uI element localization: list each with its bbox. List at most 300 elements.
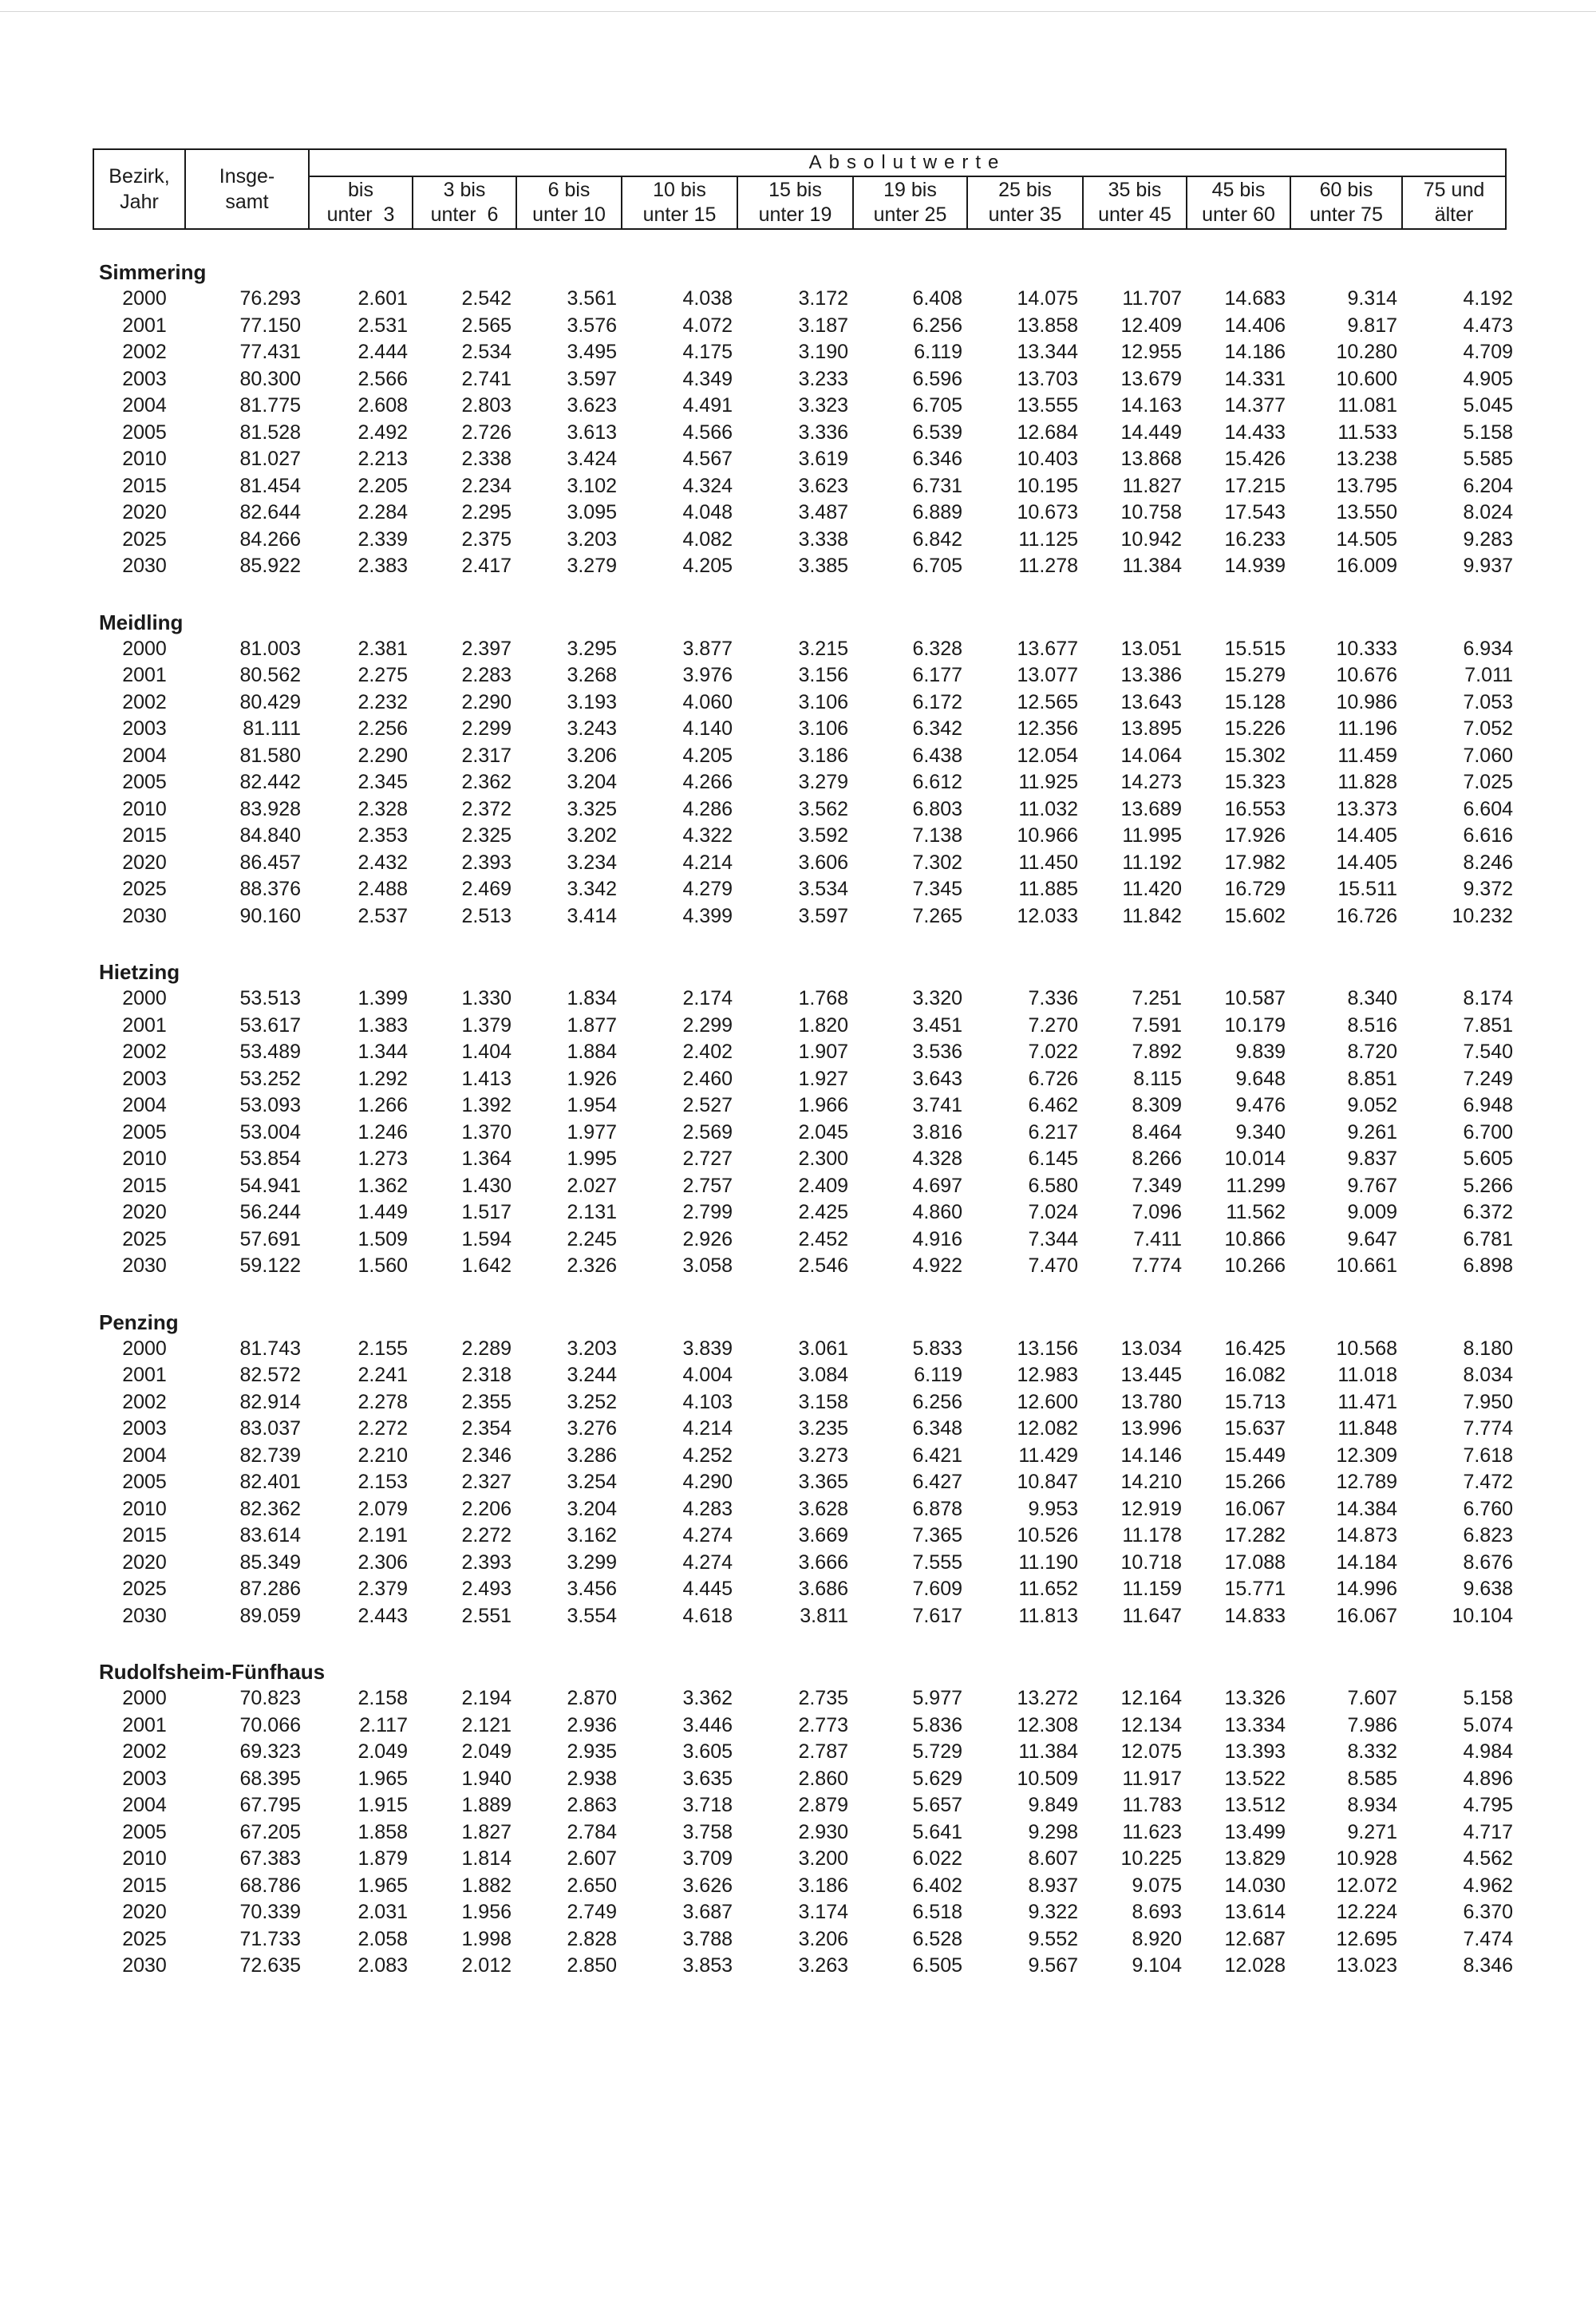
value-cell: 11.159 [1122, 1578, 1182, 1600]
table-row [93, 1469, 1513, 1496]
value-cell: 14.075 [1017, 287, 1078, 310]
total-cell: 83.037 [239, 1417, 301, 1440]
value-cell: 13.034 [1120, 1337, 1182, 1360]
value-cell: 15.713 [1224, 1390, 1286, 1413]
value-cell: 4.860 [912, 1201, 962, 1223]
value-cell: 4.290 [682, 1471, 733, 1493]
value-cell: 14.683 [1224, 287, 1286, 310]
value-cell: 13.550 [1336, 501, 1397, 523]
total-cell: 54.941 [239, 1174, 301, 1197]
district-section [93, 1658, 1513, 1980]
year-cell: 2000 [122, 1337, 167, 1360]
value-cell: 13.795 [1336, 474, 1397, 497]
year-cell: 2005 [122, 771, 167, 793]
value-cell: 12.600 [1017, 1390, 1078, 1413]
district-name: Simmering [99, 260, 207, 284]
value-cell: 1.884 [567, 1041, 617, 1063]
value-cell: 8.180 [1463, 1337, 1513, 1360]
total-cell: 90.160 [239, 904, 301, 927]
value-cell: 10.966 [1017, 824, 1078, 847]
value-cell: 2.757 [682, 1174, 733, 1197]
total-cell: 87.286 [239, 1578, 301, 1600]
table-row [93, 796, 1513, 824]
total-cell: 89.059 [239, 1604, 301, 1627]
table-row [93, 1926, 1513, 1953]
year-cell: 2000 [122, 287, 167, 310]
year-cell: 2003 [122, 1767, 167, 1790]
value-cell: 3.061 [798, 1337, 848, 1360]
value-cell: 3.534 [798, 878, 848, 900]
value-cell: 5.158 [1463, 1687, 1513, 1709]
value-cell: 13.868 [1120, 448, 1182, 470]
value-cell: 10.600 [1336, 367, 1397, 390]
total-cell: 82.401 [239, 1471, 301, 1493]
value-cell: 9.552 [1028, 1927, 1078, 1950]
value-cell: 16.067 [1224, 1497, 1286, 1520]
value-cell: 2.299 [682, 1013, 733, 1037]
table-row [93, 1819, 1513, 1847]
value-cell: 6.119 [914, 1364, 962, 1386]
value-cell: 7.540 [1463, 1041, 1513, 1063]
value-cell: 1.814 [461, 1847, 512, 1870]
year-cell: 2003 [122, 367, 167, 390]
value-cell: 13.703 [1017, 367, 1078, 390]
value-cell: 6.616 [1463, 824, 1513, 847]
total-cell: 69.323 [239, 1740, 301, 1763]
district-section [93, 1309, 1513, 1630]
value-cell: 3.204 [567, 1497, 617, 1520]
value-cell: 12.164 [1120, 1687, 1182, 1709]
value-cell: 6.145 [1028, 1148, 1078, 1170]
value-cell: 3.323 [798, 394, 848, 417]
table-body [93, 259, 1513, 1980]
value-cell: 8.340 [1347, 987, 1397, 1009]
value-cell: 2.546 [798, 1254, 848, 1277]
value-cell: 7.472 [1463, 1471, 1513, 1493]
value-cell: 4.103 [682, 1390, 733, 1413]
header-age-line2: unter 15 [642, 203, 717, 226]
value-cell: 3.853 [682, 1954, 733, 1977]
value-cell: 2.383 [358, 555, 408, 577]
value-cell: 11.384 [1122, 555, 1182, 577]
value-cell: 2.206 [461, 1497, 512, 1520]
value-cell: 9.298 [1028, 1820, 1078, 1843]
value-cell: 3.279 [798, 771, 848, 793]
value-cell: 10.232 [1452, 904, 1513, 927]
value-cell: 10.403 [1017, 448, 1078, 470]
value-cell: 3.446 [682, 1713, 733, 1736]
value-cell: 2.432 [358, 851, 408, 874]
value-cell: 4.445 [682, 1578, 733, 1600]
value-cell: 1.915 [358, 1794, 408, 1816]
value-cell: 4.697 [912, 1174, 962, 1197]
value-cell: 1.827 [461, 1820, 512, 1843]
value-cell: 8.246 [1463, 851, 1513, 874]
value-cell: 2.488 [358, 878, 408, 900]
value-cell: 7.617 [912, 1604, 962, 1627]
total-cell: 81.580 [239, 744, 301, 767]
value-cell: 11.652 [1018, 1578, 1078, 1600]
header-age-line1: 45 bis [1211, 179, 1266, 201]
population-table [93, 148, 1513, 1980]
value-cell: 2.117 [359, 1713, 408, 1736]
value-cell: 2.425 [798, 1201, 848, 1223]
total-cell: 70.066 [239, 1713, 301, 1736]
year-cell: 2001 [122, 1713, 167, 1736]
value-cell: 8.266 [1132, 1148, 1182, 1170]
total-cell: 68.395 [239, 1767, 301, 1790]
value-cell: 8.516 [1347, 1013, 1397, 1037]
value-cell: 5.977 [912, 1687, 962, 1709]
value-cell: 6.842 [912, 527, 962, 551]
table-row [93, 1712, 1513, 1740]
year-cell: 2005 [122, 421, 167, 444]
value-cell: 6.348 [912, 1417, 962, 1440]
value-cell: 6.177 [912, 664, 962, 686]
value-cell: 10.509 [1017, 1767, 1078, 1790]
value-cell: 10.928 [1336, 1847, 1397, 1870]
value-cell: 1.273 [358, 1148, 408, 1170]
value-cell: 6.427 [912, 1471, 962, 1493]
value-cell: 1.820 [798, 1013, 848, 1037]
value-cell: 3.158 [798, 1390, 848, 1413]
year-cell: 2000 [122, 987, 167, 1009]
value-cell: 3.385 [798, 555, 848, 577]
value-cell: 3.172 [798, 287, 848, 310]
value-cell: 10.266 [1224, 1254, 1286, 1277]
value-cell: 1.362 [358, 1174, 408, 1197]
total-cell: 82.572 [239, 1364, 301, 1386]
value-cell: 7.411 [1133, 1227, 1182, 1250]
table-row [93, 769, 1513, 796]
year-cell: 2005 [122, 1120, 167, 1144]
value-cell: 6.438 [912, 744, 962, 767]
value-cell: 7.349 [1132, 1174, 1182, 1197]
header-age-line1: 35 bis [1108, 179, 1162, 201]
value-cell: 12.054 [1017, 744, 1078, 767]
value-cell: 3.643 [912, 1067, 962, 1090]
value-cell: 13.689 [1120, 797, 1182, 820]
value-cell: 4.274 [682, 1550, 733, 1574]
value-cell: 14.030 [1224, 1874, 1286, 1897]
year-cell: 2020 [122, 1550, 167, 1574]
value-cell: 1.392 [461, 1094, 512, 1116]
value-cell: 3.202 [567, 824, 617, 847]
value-cell: 3.235 [798, 1417, 848, 1440]
value-cell: 10.014 [1224, 1148, 1286, 1170]
value-cell: 6.346 [912, 448, 962, 470]
value-cell: 12.983 [1017, 1364, 1078, 1386]
value-cell: 2.409 [798, 1174, 848, 1197]
value-cell: 2.735 [798, 1687, 848, 1709]
value-cell: 2.213 [358, 448, 408, 470]
value-cell: 17.215 [1224, 474, 1286, 497]
header-age-line1: 6 bis [547, 179, 591, 201]
value-cell: 16.729 [1224, 878, 1286, 900]
value-cell: 2.879 [798, 1794, 848, 1816]
header-age-group [1402, 176, 1506, 229]
value-cell: 10.225 [1120, 1847, 1182, 1870]
value-cell: 2.531 [358, 314, 408, 337]
value-cell: 2.326 [567, 1254, 617, 1277]
total-cell: 85.349 [239, 1550, 301, 1574]
table-row [93, 366, 1513, 393]
value-cell: 4.562 [1463, 1847, 1513, 1870]
header-age-group [413, 176, 516, 229]
value-cell: 10.179 [1224, 1013, 1286, 1037]
total-cell: 82.442 [239, 771, 301, 793]
value-cell: 11.827 [1122, 474, 1182, 497]
year-cell: 2030 [122, 1604, 167, 1627]
value-cell: 3.669 [798, 1524, 848, 1547]
total-cell: 81.743 [239, 1337, 301, 1360]
value-cell: 12.684 [1017, 421, 1078, 444]
value-cell: 15.323 [1224, 771, 1286, 793]
district-section [93, 609, 1513, 930]
value-cell: 7.986 [1347, 1713, 1397, 1736]
table-row [93, 1685, 1513, 1712]
value-cell: 2.493 [461, 1578, 512, 1600]
value-cell: 2.317 [461, 744, 512, 767]
value-cell: 5.836 [912, 1713, 962, 1736]
total-cell: 70.339 [239, 1901, 301, 1923]
table-row [93, 1389, 1513, 1416]
value-cell: 6.596 [912, 367, 962, 390]
year-cell: 2030 [122, 555, 167, 577]
header-age-group [309, 176, 413, 229]
year-cell: 2015 [122, 824, 167, 847]
value-cell: 2.027 [567, 1174, 617, 1197]
value-cell: 15.515 [1224, 637, 1286, 660]
value-cell: 7.607 [1347, 1687, 1397, 1709]
total-cell: 53.513 [239, 987, 301, 1009]
year-cell: 2004 [122, 394, 167, 417]
value-cell: 14.939 [1224, 555, 1286, 577]
total-cell: 72.635 [239, 1954, 301, 1977]
value-cell: 13.344 [1017, 341, 1078, 363]
value-cell: 7.270 [1028, 1013, 1078, 1037]
value-cell: 2.601 [358, 287, 408, 310]
value-cell: 1.404 [461, 1041, 512, 1063]
table-row [93, 473, 1513, 500]
value-cell: 10.847 [1017, 1471, 1078, 1493]
value-cell: 2.155 [358, 1337, 408, 1360]
value-cell: 1.266 [358, 1094, 408, 1116]
value-cell: 4.922 [912, 1254, 962, 1277]
value-cell: 11.420 [1122, 878, 1182, 900]
value-cell: 7.251 [1132, 987, 1182, 1009]
value-cell: 6.604 [1463, 797, 1513, 820]
total-cell: 81.454 [239, 474, 301, 497]
value-cell: 3.200 [798, 1847, 848, 1870]
value-cell: 2.245 [567, 1227, 617, 1250]
value-cell: 4.279 [682, 878, 733, 900]
year-cell: 2030 [122, 1254, 167, 1277]
value-cell: 17.088 [1224, 1550, 1286, 1574]
value-cell: 3.268 [567, 664, 617, 686]
table-row [93, 393, 1513, 420]
total-cell: 77.431 [239, 341, 301, 363]
value-cell: 8.346 [1463, 1954, 1513, 1977]
value-cell: 11.459 [1337, 744, 1397, 767]
value-cell: 9.261 [1347, 1120, 1397, 1144]
value-cell: 2.327 [461, 1471, 512, 1493]
value-cell: 3.758 [682, 1820, 733, 1843]
table-row [93, 1066, 1513, 1093]
header-age-group [1083, 176, 1187, 229]
value-cell: 2.828 [567, 1927, 617, 1950]
value-cell: 2.926 [682, 1227, 733, 1250]
value-cell: 16.553 [1224, 797, 1286, 820]
value-cell: 11.018 [1337, 1364, 1397, 1386]
value-cell: 3.741 [912, 1094, 962, 1116]
value-cell: 11.081 [1337, 394, 1397, 417]
table-row [93, 1496, 1513, 1523]
header-total [185, 149, 309, 229]
value-cell: 2.272 [358, 1417, 408, 1440]
value-cell: 7.851 [1463, 1013, 1513, 1037]
value-cell: 14.186 [1224, 341, 1286, 363]
value-cell: 2.860 [798, 1767, 848, 1790]
value-cell: 3.362 [682, 1687, 733, 1709]
total-cell: 53.489 [239, 1041, 301, 1063]
value-cell: 1.977 [567, 1120, 617, 1144]
value-cell: 2.513 [461, 904, 512, 927]
value-cell: 13.614 [1224, 1901, 1286, 1923]
value-cell: 16.082 [1224, 1364, 1286, 1386]
value-cell: 6.421 [912, 1444, 962, 1467]
value-cell: 11.995 [1122, 824, 1182, 847]
value-cell: 3.263 [798, 1954, 848, 1977]
value-cell: 11.562 [1226, 1201, 1286, 1223]
value-cell: 12.028 [1224, 1954, 1286, 1977]
value-cell: 3.365 [798, 1471, 848, 1493]
value-cell: 7.618 [1463, 1444, 1513, 1467]
total-cell: 57.691 [239, 1227, 301, 1250]
table-row [93, 1792, 1513, 1819]
value-cell: 1.858 [358, 1820, 408, 1843]
value-cell: 5.585 [1463, 448, 1513, 470]
value-cell: 12.075 [1120, 1740, 1182, 1763]
value-cell: 5.045 [1463, 394, 1513, 417]
year-cell: 2030 [122, 1954, 167, 1977]
value-cell: 11.783 [1122, 1794, 1182, 1816]
value-cell: 12.695 [1336, 1927, 1397, 1950]
table-row [93, 1739, 1513, 1766]
value-cell: 2.234 [461, 474, 512, 497]
value-cell: 7.302 [912, 851, 962, 874]
year-cell: 2010 [122, 1847, 167, 1870]
value-cell: 15.302 [1224, 744, 1286, 767]
value-cell: 8.851 [1347, 1067, 1397, 1090]
year-cell: 2004 [122, 1444, 167, 1467]
value-cell: 3.252 [567, 1390, 617, 1413]
value-cell: 9.817 [1347, 314, 1397, 337]
value-cell: 3.788 [682, 1927, 733, 1950]
value-cell: 3.187 [798, 314, 848, 337]
value-cell: 6.528 [912, 1927, 962, 1950]
value-cell: 1.998 [461, 1927, 512, 1950]
value-cell: 2.803 [461, 394, 512, 417]
value-cell: 6.726 [1028, 1067, 1078, 1090]
value-cell: 2.131 [567, 1201, 617, 1223]
header-age-group [967, 176, 1083, 229]
value-cell: 3.606 [798, 851, 848, 874]
value-cell: 1.907 [798, 1041, 848, 1063]
value-cell: 7.344 [1028, 1227, 1078, 1250]
value-cell: 8.937 [1028, 1874, 1078, 1897]
value-cell: 3.976 [682, 664, 733, 686]
value-cell: 10.986 [1336, 690, 1397, 713]
value-cell: 4.473 [1463, 314, 1513, 337]
value-cell: 6.705 [912, 555, 962, 577]
value-cell: 7.336 [1028, 987, 1078, 1009]
value-cell: 7.053 [1463, 690, 1513, 713]
value-cell: 11.429 [1018, 1444, 1078, 1467]
value-cell: 4.618 [682, 1604, 733, 1627]
value-cell: 2.328 [358, 797, 408, 820]
header-age-line2: unter 25 [873, 203, 947, 226]
value-cell: 4.214 [682, 851, 733, 874]
value-cell: 1.926 [567, 1067, 617, 1090]
value-cell: 2.299 [461, 717, 512, 740]
value-cell: 2.784 [567, 1820, 617, 1843]
value-cell: 2.935 [567, 1740, 617, 1763]
header-age-line2: unter 75 [1310, 203, 1383, 226]
value-cell: 2.272 [461, 1524, 512, 1547]
value-cell: 4.048 [682, 501, 733, 523]
value-cell: 14.449 [1120, 421, 1182, 444]
value-cell: 10.866 [1224, 1227, 1286, 1250]
value-cell: 2.158 [358, 1687, 408, 1709]
value-cell: 2.355 [461, 1390, 512, 1413]
value-cell: 7.470 [1028, 1254, 1078, 1277]
table-row [93, 1523, 1513, 1550]
value-cell: 1.344 [358, 1041, 408, 1063]
value-cell: 6.518 [912, 1901, 962, 1923]
value-cell: 14.377 [1224, 394, 1286, 417]
year-cell: 2030 [122, 904, 167, 927]
table-row [93, 850, 1513, 877]
value-cell: 3.162 [567, 1524, 617, 1547]
table-row [93, 527, 1513, 554]
value-cell: 2.290 [358, 744, 408, 767]
value-cell: 1.330 [461, 987, 512, 1009]
value-cell: 1.995 [567, 1148, 617, 1170]
value-cell: 2.300 [798, 1148, 848, 1170]
value-cell: 2.275 [358, 664, 408, 686]
total-cell: 83.614 [239, 1524, 301, 1547]
value-cell: 2.083 [358, 1954, 408, 1977]
value-cell: 10.676 [1336, 664, 1397, 686]
value-cell: 2.058 [358, 1927, 408, 1950]
total-cell: 68.786 [239, 1874, 301, 1897]
value-cell: 13.445 [1120, 1364, 1182, 1386]
value-cell: 12.565 [1017, 690, 1078, 713]
value-cell: 9.837 [1347, 1148, 1397, 1170]
total-cell: 81.111 [243, 717, 301, 740]
value-cell: 2.534 [461, 341, 512, 363]
value-cell: 11.533 [1337, 421, 1397, 444]
value-cell: 2.318 [461, 1364, 512, 1386]
value-cell: 2.608 [358, 394, 408, 417]
value-cell: 9.937 [1463, 555, 1513, 577]
value-cell: 3.186 [798, 744, 848, 767]
value-cell: 11.885 [1018, 878, 1078, 900]
value-cell: 6.402 [912, 1874, 962, 1897]
value-cell: 2.290 [461, 690, 512, 713]
value-cell: 3.320 [912, 987, 962, 1009]
